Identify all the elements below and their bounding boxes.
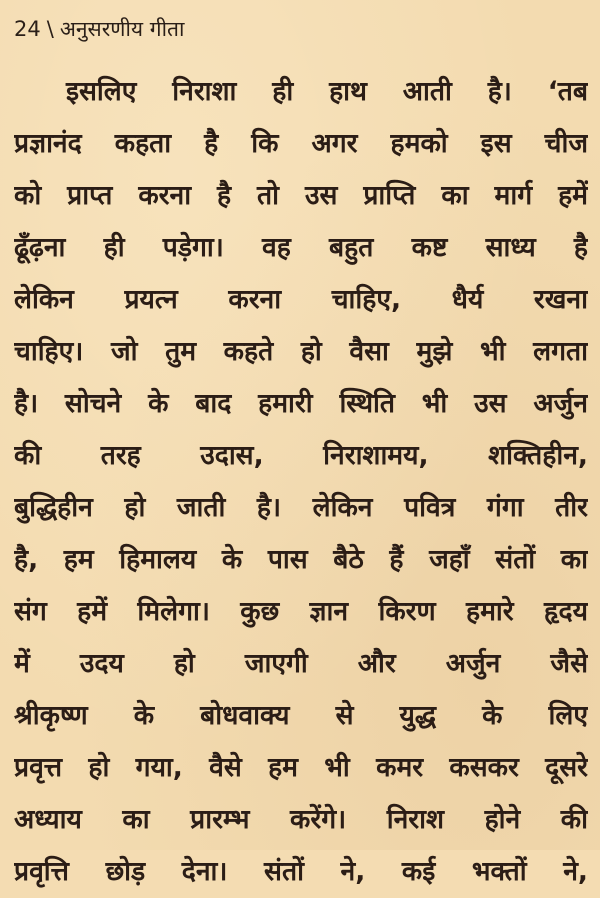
text-line-7: है। सोचने के बाद हमारी स्थिति भी उस अर्जुन [14, 388, 588, 419]
text-line-4: ढूँढ़ना ही पड़ेगा। वह बहुत कष्ट साध्य है [14, 232, 588, 263]
body-paragraph [14, 66, 588, 898]
text-line-11: संग हमें मिलेगा। कुछ ज्ञान किरण हमारे हृदय [14, 596, 588, 627]
text-line-15: अध्याय का प्रारम्भ करेंगे। निराश होने की [14, 804, 588, 835]
text-line-8: की तरह उदास, निराशामय, शक्तिहीन, [14, 440, 588, 471]
text-line-12: में उदय हो जाएगी और अर्जुन जैसे [14, 648, 588, 679]
text-line-10: है, हम हिमालय के पास बैठे हैं जहाँ संतों का [14, 544, 588, 575]
running-head [14, 14, 184, 44]
header-separator: \ [46, 17, 54, 41]
text-line-2: प्रज्ञानंद कहता है कि अगर हमको इस चीज [14, 128, 588, 159]
text-line-9: बुद्धिहीन हो जाती है। लेकिन पवित्र गंगा तीर [14, 492, 588, 523]
text-line-3: को प्राप्त करना है तो उस प्राप्ति का मार्ग हमें [14, 180, 588, 211]
page-number: 24 [14, 17, 41, 41]
book-title: अनुसरणीय गीता [59, 17, 185, 41]
text-line-16: प्रवृत्ति छोड़ देना। संतों ने, कई भक्तों ने, [14, 856, 588, 887]
text-line-1: इसलिए निराशा ही हाथ आती है। ‘तब [66, 76, 588, 107]
text-line-14: प्रवृत्त हो गया, वैसे हम भी कमर कसकर दूसरे [14, 752, 588, 783]
text-line-6: चाहिए। जो तुम कहते हो वैसा मुझे भी लगता [14, 336, 588, 367]
text-line-5: लेकिन प्रयत्न करना चाहिए, धैर्य रखना [14, 284, 588, 315]
text-line-13: श्रीकृष्ण के बोधवाक्य से युद्ध के लिए [14, 700, 588, 731]
